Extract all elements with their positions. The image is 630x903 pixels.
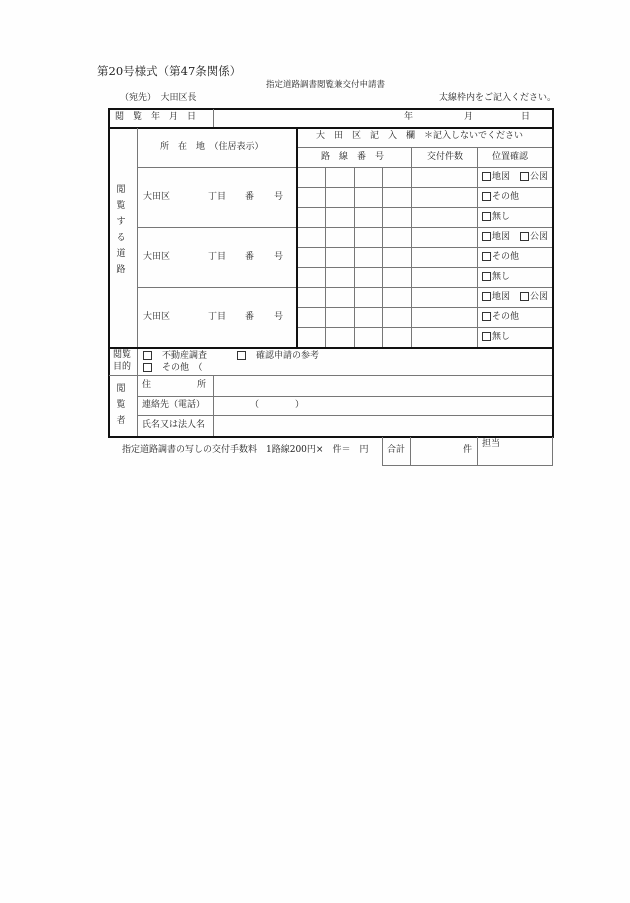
check-public-map-3[interactable]: 公図 bbox=[520, 292, 548, 302]
check-other-1[interactable]: その他 bbox=[482, 192, 519, 202]
checkbox[interactable] bbox=[143, 363, 152, 372]
check-other-3[interactable]: その他 bbox=[482, 312, 519, 322]
checkbox[interactable] bbox=[520, 232, 529, 241]
checkbox[interactable] bbox=[482, 172, 491, 181]
check-map-1[interactable]: 地図 bbox=[482, 172, 510, 182]
office-use-header: 大 田 区 記 入 欄 ＊記入しないでください bbox=[316, 131, 524, 141]
check-map-2[interactable]: 地図 bbox=[482, 232, 510, 242]
fee-text: 指定道路調書の写しの交付手数料 1路線200円× 件＝ 円 bbox=[122, 445, 369, 455]
name-label: 氏名又は法人名 bbox=[142, 420, 206, 430]
address-label-b: 所 bbox=[197, 380, 207, 390]
checkbox[interactable] bbox=[482, 232, 491, 241]
address-label-a: 住 bbox=[142, 380, 152, 390]
checkbox[interactable] bbox=[482, 212, 491, 221]
check-other-2[interactable]: その他 bbox=[482, 252, 519, 262]
checkbox[interactable] bbox=[482, 252, 491, 261]
phone-parens: （ ） bbox=[250, 400, 305, 410]
day-label: 日 bbox=[521, 112, 531, 122]
purpose-other[interactable]: その他 （ bbox=[143, 363, 203, 373]
col-copies: 交付件数 bbox=[427, 152, 464, 162]
purpose-building-confirmation[interactable]: 確認申請の参考 bbox=[237, 351, 319, 361]
checkbox[interactable] bbox=[482, 292, 491, 301]
checkbox[interactable] bbox=[143, 351, 152, 360]
col-location-check: 位置確認 bbox=[492, 152, 529, 162]
checkbox[interactable] bbox=[482, 192, 491, 201]
location-header: 所 在 地 （住居表示） bbox=[160, 142, 264, 152]
count-unit: 件 bbox=[463, 445, 473, 455]
check-none-2[interactable]: 無し bbox=[482, 272, 510, 282]
checkbox[interactable] bbox=[237, 351, 246, 360]
purpose-label-2: 目的 bbox=[113, 362, 132, 372]
col-route-number: 路 線 番 号 bbox=[321, 152, 385, 162]
applicant-label: 閲 覧 者 bbox=[116, 384, 126, 426]
purpose-real-estate[interactable]: 不動産調査 bbox=[143, 351, 207, 361]
road-section-label: 閲 覧 す る 道 路 bbox=[116, 185, 126, 275]
year-label: 年 bbox=[404, 112, 414, 122]
check-none-1[interactable]: 無し bbox=[482, 212, 510, 222]
checkbox[interactable] bbox=[520, 172, 529, 181]
checkbox[interactable] bbox=[482, 312, 491, 321]
check-public-map-2[interactable]: 公図 bbox=[520, 232, 548, 242]
location-entry-3[interactable]: 大田区 丁目 番 号 bbox=[143, 312, 284, 322]
check-public-map-1[interactable]: 公図 bbox=[520, 172, 548, 182]
check-none-3[interactable]: 無し bbox=[482, 332, 510, 342]
contact-label: 連絡先（電話） bbox=[142, 400, 206, 410]
checkbox[interactable] bbox=[520, 292, 529, 301]
month-label: 月 bbox=[464, 112, 474, 122]
total-label: 合計 bbox=[387, 445, 406, 455]
location-entry-2[interactable]: 大田区 丁目 番 号 bbox=[143, 252, 284, 262]
instruction-text: 太線枠内をご記入ください。 bbox=[439, 93, 557, 103]
date-label: 閲 覧 年 月 日 bbox=[115, 112, 197, 122]
check-map-3[interactable]: 地図 bbox=[482, 292, 510, 302]
checkbox[interactable] bbox=[482, 272, 491, 281]
purpose-label-1: 閲覧 bbox=[113, 350, 132, 360]
staff-label: 担当 bbox=[482, 439, 501, 449]
form-number: 第20号様式（第47条関係） bbox=[97, 64, 242, 78]
viewing-date-field[interactable] bbox=[214, 109, 552, 127]
address-field[interactable] bbox=[214, 376, 551, 395]
location-entry-1[interactable]: 大田区 丁目 番 号 bbox=[143, 192, 284, 202]
addressee: （宛先） 大田区長 bbox=[120, 93, 197, 103]
name-field[interactable] bbox=[214, 416, 551, 435]
form-title: 指定道路調書閲覧兼交付申請書 bbox=[266, 80, 386, 90]
checkbox[interactable] bbox=[482, 332, 491, 341]
